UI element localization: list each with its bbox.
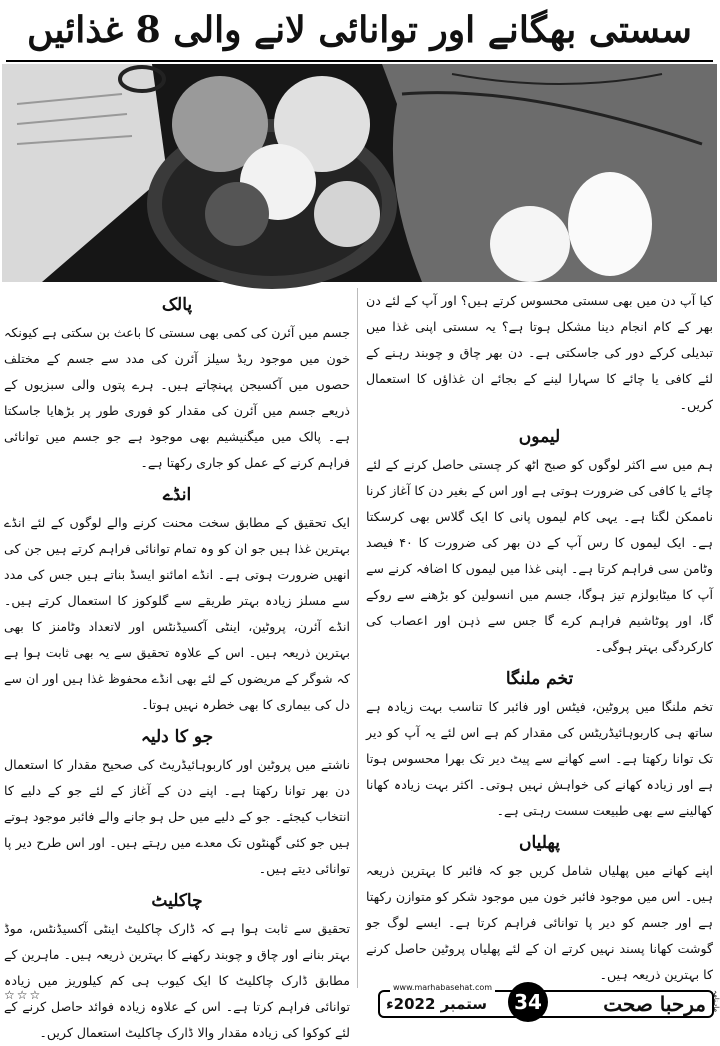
lemon-shape-2 bbox=[314, 181, 380, 247]
end-marks: ☆☆☆ bbox=[4, 988, 43, 1002]
section-heading-lemon: لیموں bbox=[518, 427, 561, 447]
issue-date: ستمبر 2022ء bbox=[386, 995, 488, 1013]
dark-fruit-shape bbox=[205, 182, 269, 246]
page-number: 34 bbox=[508, 982, 548, 1022]
section-body-oatmeal: ناشتے میں پروٹین اور کاربوہائیڈریٹ کی صحیح مقدار کا استعمال دن بھر توانا رکھتا ہے۔ اپنے دن کے آغاز کے لئے جو کے دلیے کا انتخاب کیجئے۔ جو کے دلیے میں حل ہو جانے والے فائبر موجود ہوتے ہیں جو کئی گھنٹوں تک معدے میں رہتے ہیں۔ اور اس طرح دیر پا توانائی دیتے ہیں۔ bbox=[4, 757, 350, 876]
website-link[interactable]: www.marhabasehat.com bbox=[390, 983, 495, 992]
section-body-spinach: جسم میں آئرن کی کمی بھی سستی کا باعث بن سکتی ہے کیونکہ خون میں موجود ریڈ سیلز آئرن کی مدد سے جسم کے مختلف حصوں میں آکسیجن پہنچاتے ہیں۔ ہرے پتوں والی سبزیوں کے ذریعے جسم میں آئرن کی مقدار کو فوری طور پر بڑھایا جاسکتا ہے۔ پالک میں میگنیشیم بھی موجود ہے جو جسم میں توانائی فراہم کرنے کے عمل کو جاری رکھتا ہے۔ bbox=[4, 325, 350, 470]
section-heading-basil-seeds: تخم ملنگا bbox=[505, 669, 574, 689]
left-column bbox=[4, 288, 350, 1040]
section-heading-eggs: انڈے bbox=[162, 485, 192, 505]
title-underline bbox=[6, 60, 713, 62]
intro-paragraph: کیا آپ دن میں بھی سستی محسوس کرتے ہیں؟ اور آپ کے لئے دن بھر کے کام انجام دینا مشکل ہوتا ہے؟ یہ سستی اپنی غذا میں تبدیلی کرکے دور کی جاسکتی ہے۔ دن بھر چاق و چوبند رہنے کے لئے کافی یا چائے کا سہارا لینے کے بجائے ان غذاؤں کا استعمال کریں۔ bbox=[366, 293, 713, 412]
column-divider bbox=[357, 288, 358, 988]
article-title: سستی بھگانے اور توانائی لانے والی 8 غذائیں bbox=[27, 9, 692, 51]
section-heading-spinach: پالک bbox=[161, 295, 193, 315]
header-photo bbox=[2, 64, 717, 282]
section-body-beans: اپنے کھانے میں پھلیاں شامل کریں جو کہ فائبر کا بہترین ذریعہ ہیں۔ اس میں موجود فائبر خون میں موجود شکر کو متوازن رکھتا ہے اور جسم کو دیر پا توانائی فراہم کرتا ہے۔ ایسے لوگ جو گوشت کھانا پسند نہیں کرتے ان کے لئے پھلیاں پروٹین حاصل کرنے کا بہترین ذریعہ ہیں۔ bbox=[366, 863, 713, 982]
magazine-footer bbox=[378, 983, 720, 1018]
egg-shape-2 bbox=[568, 172, 652, 276]
section-body-basil-seeds: تخم ملنگا میں پروٹین، فیٹس اور فائبر کا تناسب بہت زیادہ ہے ساتھ ہی کاربوہائیڈریٹس کی مقدار کم ہے اس لئے یہ آپ کو دیر تک توانا رکھتا ہے۔ اسے کھانے سے پیٹ دیر تک بھرا محسوس ہوتا ہے اور زیادہ کھانے کی خواہش نہیں ہوتی۔ اکثر بہت زیادہ کھانا کھالینے سے بھی طبیعت سست رہتی ہے۔ bbox=[366, 699, 713, 818]
section-heading-chocolate: چاکلیٹ bbox=[151, 891, 203, 911]
fruit-bowl-illustration bbox=[2, 64, 717, 282]
egg-shape bbox=[490, 206, 570, 282]
magazine-frequency: ماہنامہ bbox=[712, 990, 720, 1013]
section-heading-oatmeal: جو کا دلیہ bbox=[140, 727, 214, 747]
section-body-chocolate: تحقیق سے ثابت ہوا ہے کہ ڈارک چاکلیٹ اینٹی آکسیڈنٹس، موڈ بہتر بنانے اور چاق و چوبند رکھنے کا بہترین ذریعہ ہیں۔ ماہرین کے مطابق ڈارک چاکلیٹ کا ایک کیوب ہی کم کیلوریز میں زیادہ توانائی فراہم کرتا ہے۔ اس کے علاوہ زیادہ فوائد حاصل کرنے کے لئے کوکوا کی زیادہ مقدار والا ڈارک چاکلیٹ استعمال کریں۔ bbox=[4, 921, 350, 1040]
section-body-lemon: ہم میں سے اکثر لوگوں کو صبح اٹھ کر چستی حاصل کرنے کے لئے چائے یا کافی کی ضرورت ہوتی ہے اور اس کے بغیر دن کا آغاز کرنا ناممکن لگتا ہے۔ یہی کام لیموں پانی کا ایک گلاس بھی کرسکتا ہے۔ ایک لیموں کا رس آپ کے دن بھر کی ضرورت کا ۴۰ فیصد وٹامن سی فراہم کرتا ہے۔ اپنی غذا میں لیموں کا اضافہ کرنے سے آپ کا میٹابولزم تیز ہوگا، جسم میں انسولین کو بڑھنے سے روکے گا، اور پوٹاشیم فراہم کرے گا جس سے ذہن اور اعصاب کی کارکردگی بہتر ہوگی۔ bbox=[366, 457, 714, 654]
section-heading-beans: پھلیاں bbox=[519, 833, 560, 853]
right-column bbox=[366, 288, 713, 992]
magazine-name: مرحبا صحت bbox=[603, 992, 706, 1016]
section-body-eggs: ایک تحقیق کے مطابق سخت محنت کرنے والے لوگوں کے لئے انڈے بہترین غذا ہیں جو ان کو وہ تمام توانائی فراہم کرتے ہیں جن کی انھیں ضرورت ہوتی ہے۔ انڈے امائنو ایسڈ بناتے ہیں جس کی مدد سے مسلز زیادہ بہتر طریقے سے گلوکوز کا استعمال کرتے ہیں۔ انڈے آئرن، پروٹین، اینٹی آکسیڈنٹس اور لاتعداد وٹامنز کا بھی بہترین ذریعہ ہیں۔ اس کے علاوہ تحقیق سے یہ بھی ثابت ہوا ہے کہ شوگر کے مریضوں کے لئے بھی انڈے محفوظ غذا ہیں اور ان سے دل کی بیماری کا بھی خطرہ نہیں ہوتا۔ bbox=[4, 515, 350, 712]
